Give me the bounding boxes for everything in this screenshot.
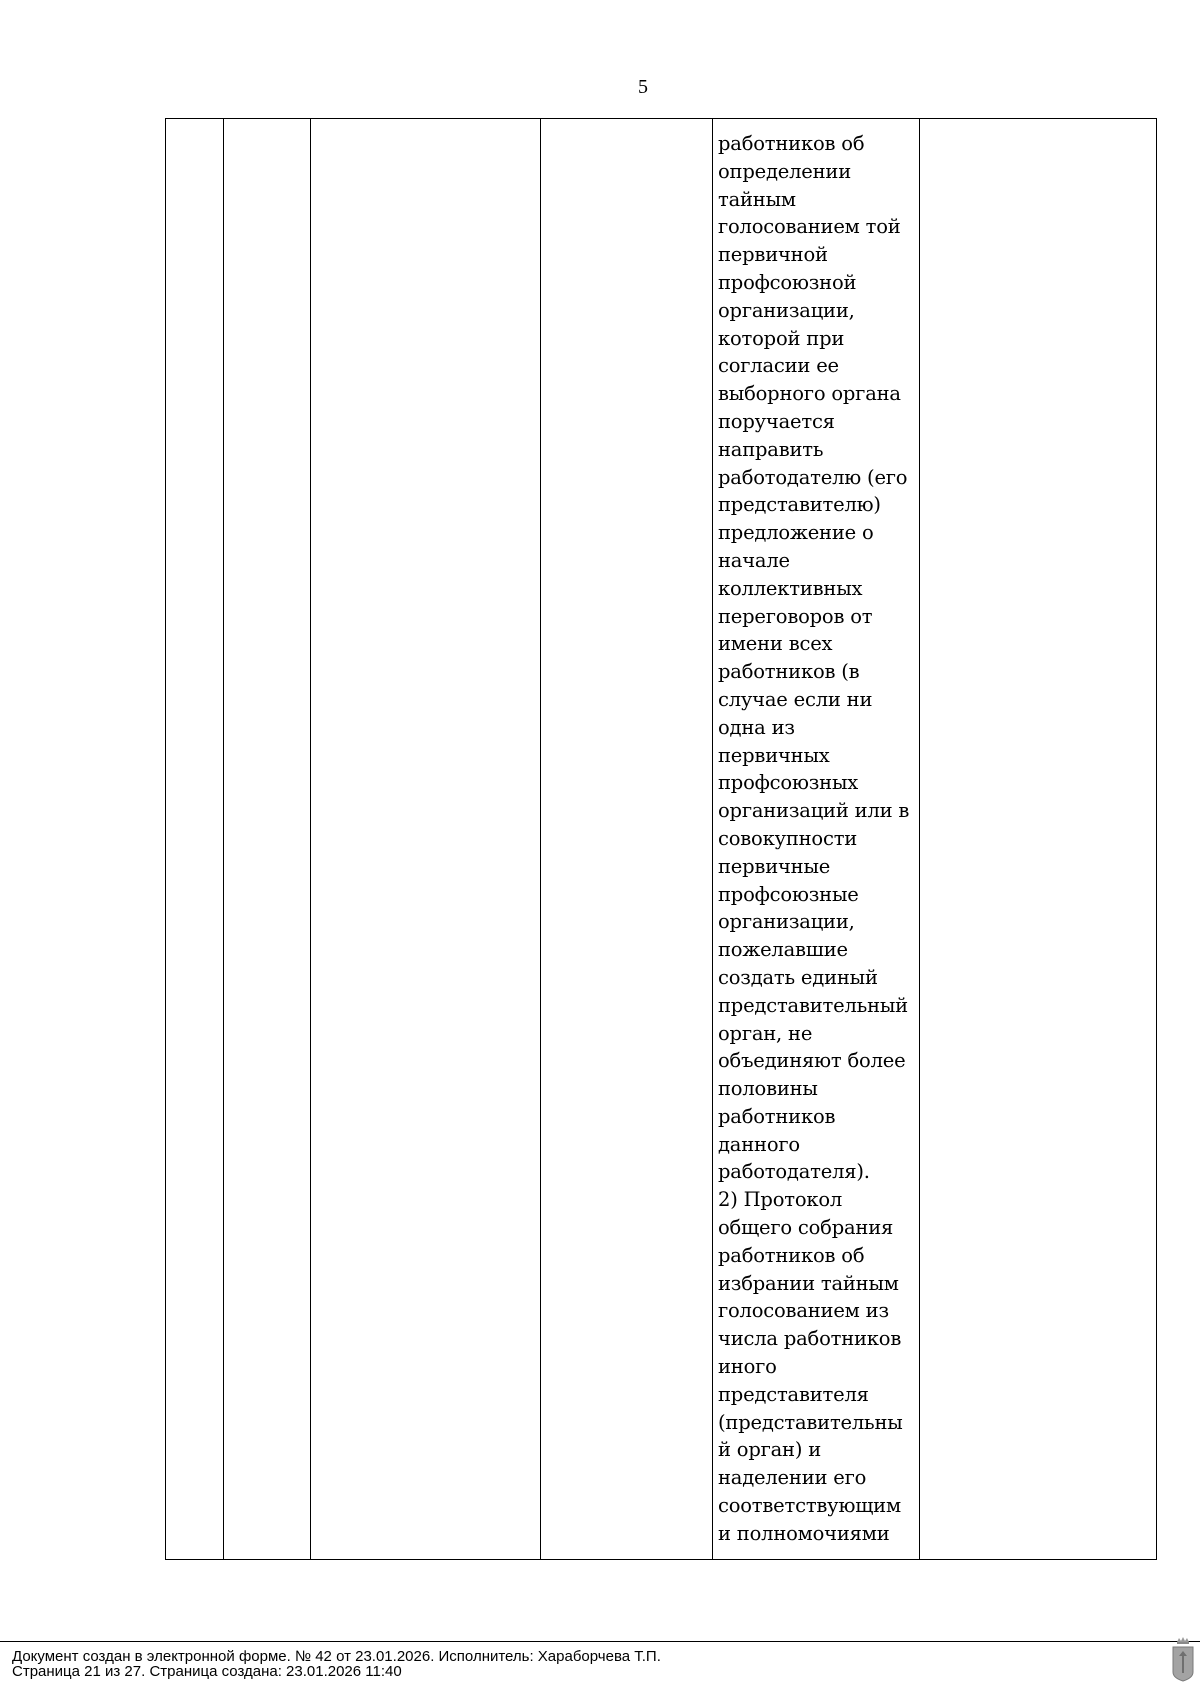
- table-cell-6: [920, 119, 1157, 1560]
- table-cell-3: [311, 119, 541, 1560]
- footer-divider: [0, 1641, 1200, 1642]
- footer-line-document: Документ создан в электронной форме. № 42 от 23.01.2026. Исполнитель: Хараборчева Т.П.: [12, 1648, 661, 1665]
- table-cell-4: [541, 119, 713, 1560]
- cell-text-requirements: работников об определении тайным голосованием той первичной профсоюзной организации, которой при согласии ее выборного органа поручается направить работодателю (его представителю) предложение о начале коллективных переговоров от имени всех работников (в случае если ни одна из первичных профсоюзных организаций или в совокупности первичные профсоюзные организации, пожелавшие создать единый представительный орган, не объединяют более половины работников данного работодателя). 2) Протокол общего собрания работников об избрании тайным голосованием из числа работников иного представителя (представительны й орган) и наделении его соответствующим и полномочиями: [718, 132, 910, 1545]
- footer-line-page: Страница 21 из 27. Страница создана: 23.01.2026 11:40: [12, 1663, 402, 1680]
- document-table: [165, 118, 1157, 1560]
- table-cell-2: [224, 119, 311, 1560]
- table-cell-5: [713, 119, 920, 1560]
- footer-text: [12, 1649, 661, 1679]
- table-cell-1: [166, 119, 224, 1560]
- table-row: [166, 119, 1157, 1560]
- page-number: 5: [638, 76, 648, 98]
- coat-of-arms-icon: [1170, 1636, 1196, 1682]
